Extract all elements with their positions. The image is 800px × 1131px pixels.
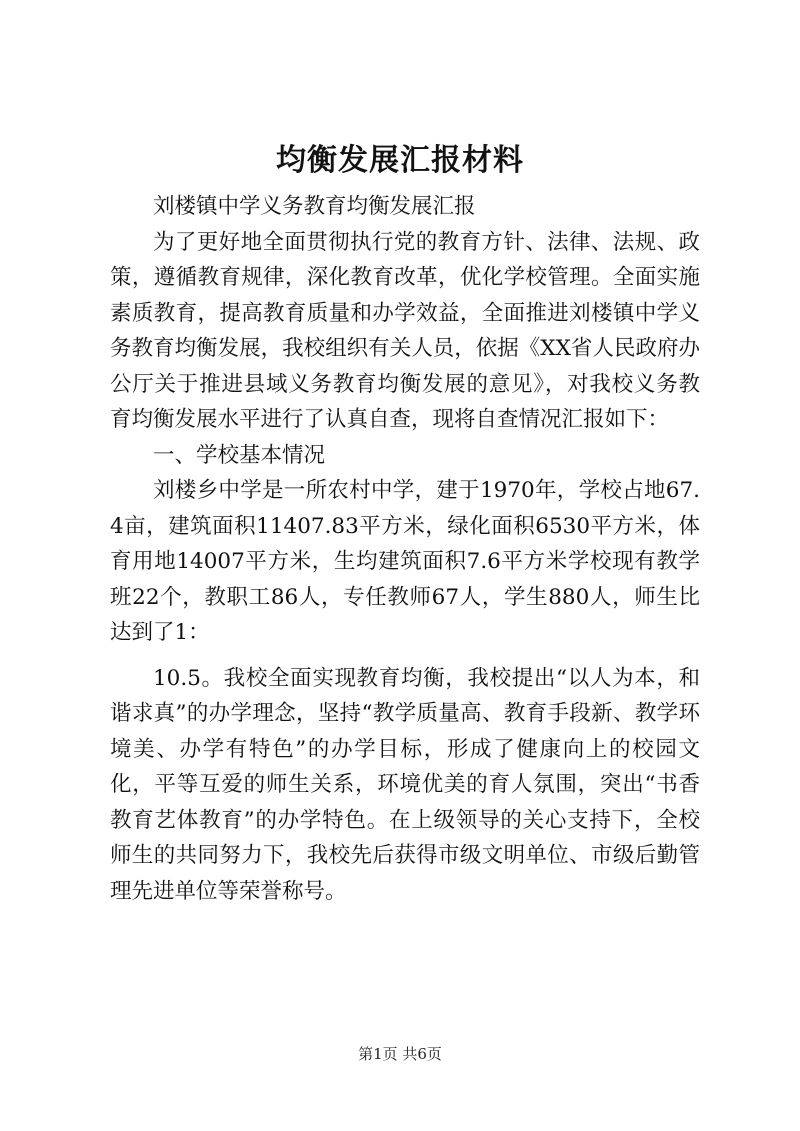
document-title: 均衡发展汇报材料 [276, 143, 524, 178]
document-subtitle: 刘楼镇中学义务教育均衡发展汇报 [153, 194, 476, 219]
section-heading-basic-info: 一、学校基本情况 [153, 442, 326, 468]
paragraph-basic-info: 刘楼乡中学是一所农村中学，建于1970年，学校占地67.4亩，建筑面积11407.83平方米，绿化面积6530平方米，体育用地14007平方米，生均建筑面积7.6平方米学校现有教学班22个，教职工86人，专任教师67人，学生880人，师生比达到了1： [110, 478, 700, 645]
page-indicator: 第1页 共6页 [358, 1045, 442, 1063]
paragraph-balance: 10.5。我校全面实现教育均衡，我校提出“以人为本，和谐求真”的办学理念，坚持“教学质量高、教育手段新、教学环境美、办学有特色”的办学目标，形成了健康向上的校园文化，平等互爱的师生关系，环境优美的育人氛围，突出“书香教育艺体教育”的办学特色。在上级领导的关心支持下，全校师生的共同努力下，我校先后获得市级文明单位、市级后勤管理先进单位等荣誉称号。 [110, 665, 700, 904]
paragraph-intro: 为了更好地全面贯彻执行党的教育方针、法律、法规、政策，遵循教育规律，深化教育改革，优化学校管理。全面实施素质教育，提高教育质量和办学效益，全面推进刘楼镇中学义务教育均衡发展，我校组织有关人员，依据《XX省人民政府办公厅关于推进县域义务教育均衡发展的意见》，对我校义务教育均衡发展水平进行了认真自查，现将自查情况汇报如下： [110, 229, 700, 432]
document-body [110, 189, 700, 909]
